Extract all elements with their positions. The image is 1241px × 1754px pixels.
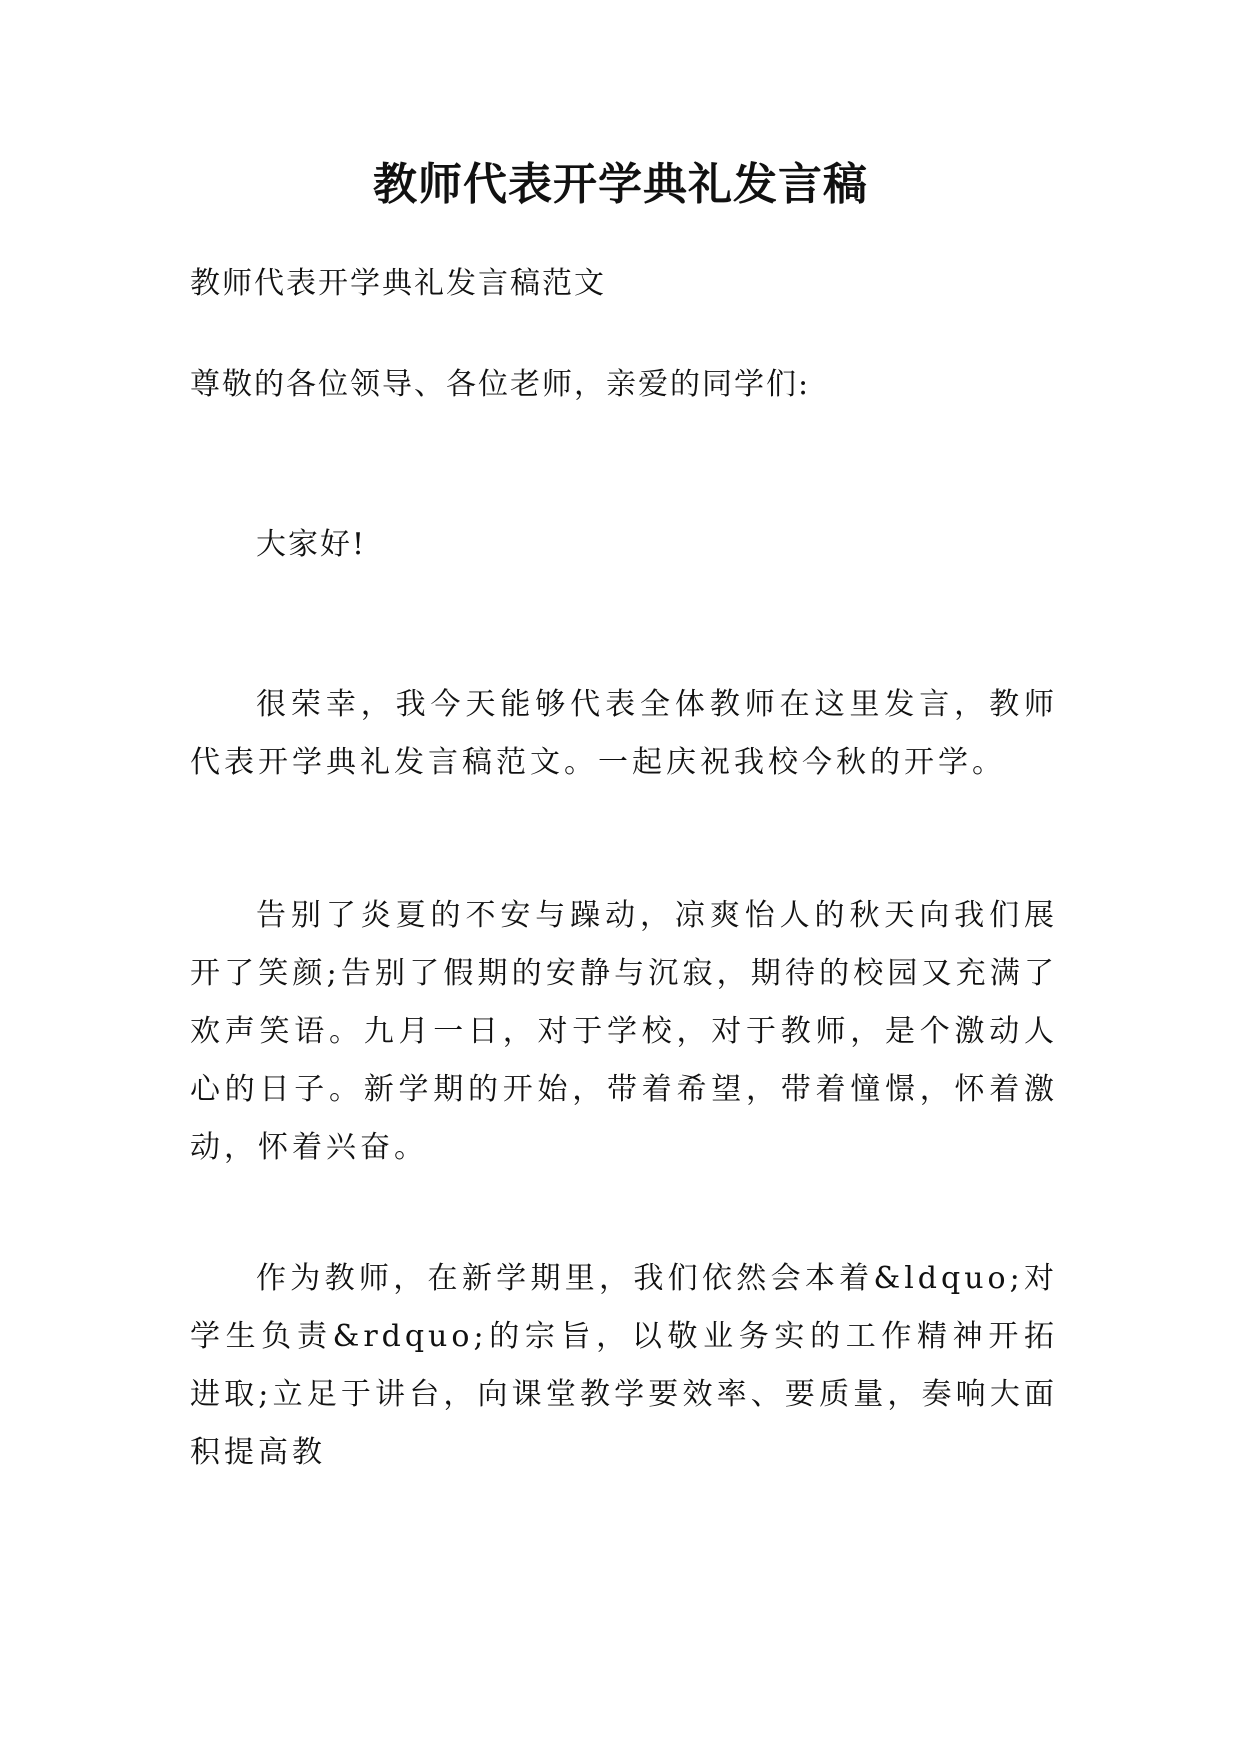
document-title: 教师代表开学典礼发言稿 xyxy=(373,159,868,210)
paragraph-3: 作为教师，在新学期里，我们依然会本着&ldquo;对学生负责&rdquo;的宗旨，以敬业务实的工作精神开拓进取;立足于讲台，向课堂教学要效率、要质量，奏响大面积提高教 xyxy=(190,1261,1058,1470)
document-subtitle: 教师代表开学典礼发言稿范文 xyxy=(190,266,606,301)
salutation: 尊敬的各位领导、各位老师，亲爱的同学们: xyxy=(190,367,811,402)
paragraph-1: 很荣幸，我今天能够代表全体教师在这里发言，教师代表开学典礼发言稿范文。一起庆祝我校今秋的开学。 xyxy=(190,687,1058,780)
paragraph-2: 告别了炎夏的不安与躁动，凉爽怡人的秋天向我们展开了笑颜;告别了假期的安静与沉寂，期待的校园又充满了欢声笑语。九月一日，对于学校，对于教师，是个激动人心的日子。新学期的开始，带着希望，带着憧憬，怀着激动，怀着兴奋。 xyxy=(190,898,1058,1165)
greeting: 大家好! xyxy=(256,527,367,562)
